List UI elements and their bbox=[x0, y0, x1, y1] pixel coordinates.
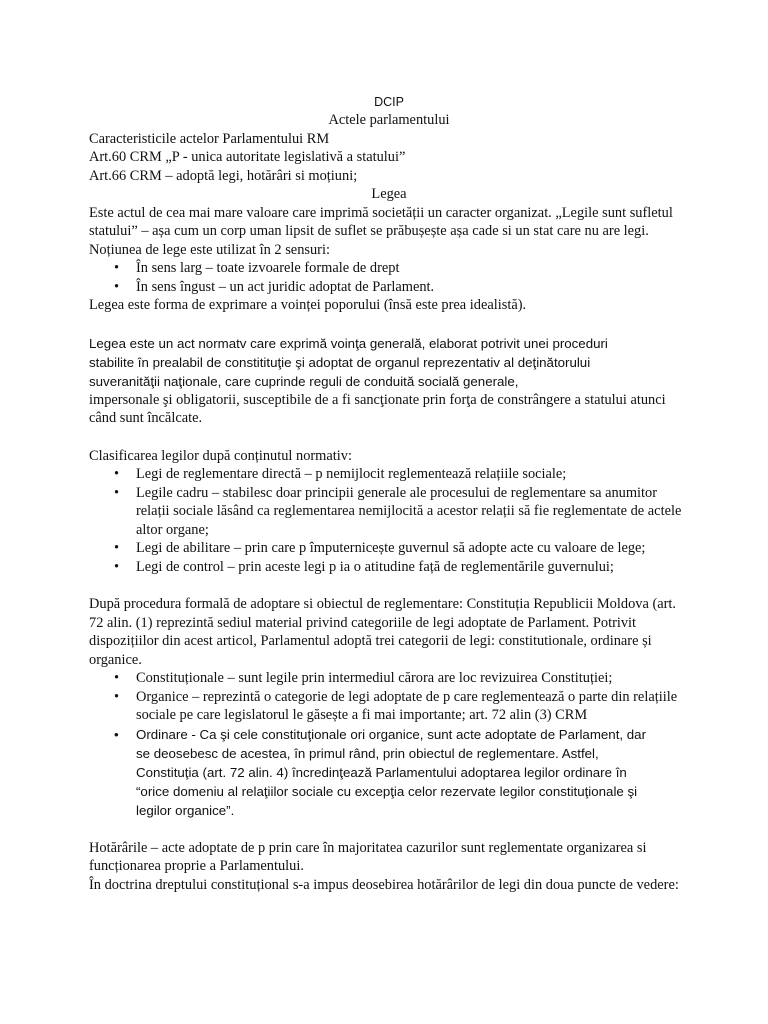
clasificare-list bbox=[89, 465, 689, 576]
list-item-line: Ordinare - Ca şi cele constituţionale ori organice, sunt acte adoptate de Parlament, dar bbox=[136, 726, 646, 742]
list-item bbox=[89, 278, 689, 297]
list-item-line: “orice domeniu al relaţiilor sociale cu excepţia celor rezervate legilor constituţionale şi bbox=[136, 783, 638, 799]
list-item bbox=[89, 688, 689, 725]
list-item-line: Constituţia (art. 72 alin. 4) încredinţează Parlamentului adoptarea legilor ordinare în bbox=[136, 764, 627, 780]
list-item-text: Legi de abilitare – prin care p împuternicește guvernul să adopte acte cu valoare de lege; bbox=[136, 540, 646, 556]
paragraph-doctrina: În doctrina dreptului constituțional s-a impus deosebirea hotărârilor de legi din doua puncte de vedere: bbox=[89, 876, 679, 893]
intro-line: Art.60 CRM „P - unica autoritate legislativă a statului” bbox=[89, 149, 406, 165]
list-item bbox=[89, 669, 689, 688]
paragraph-legea-definition: Este actul de cea mai mare valoare care imprimă societății un caracter organizat. „Legile sunt sufletul statului” – așa cum un corp uman lipsit de suflet se prăbușește așa cade si un stat care nu are legi. bbox=[89, 204, 673, 239]
spacer bbox=[89, 820, 689, 839]
document-title: Actele parlamentului bbox=[328, 112, 450, 128]
intro-line: Caracteristicile actelor Parlamentului RM bbox=[89, 130, 330, 147]
list-item-text: Legi de reglementare directă – p nemijlocit reglementează relațiile sociale; bbox=[136, 466, 567, 482]
list-item bbox=[89, 539, 689, 558]
bullet-icon: • bbox=[114, 688, 120, 705]
bullet-icon: • bbox=[114, 670, 120, 686]
spacer bbox=[89, 576, 689, 595]
paragraph-notiunea: Noțiunea de lege este utilizat în 2 sensuri: bbox=[89, 241, 330, 258]
document-body bbox=[89, 94, 689, 894]
list-item bbox=[89, 558, 689, 577]
spacer bbox=[89, 428, 689, 447]
paragraph-normativ-end: impersonale şi obligatorii, susceptibile de a fi sancţionate prin forţa de constrângere a statului atunci când sunt încălcate. bbox=[89, 391, 666, 426]
normativ-line: Legea este un act normatv care exprimă voinţa generală, elaborat potrivit unei proceduri bbox=[89, 335, 608, 351]
paragraph-procedura: După procedura formală de adoptare si obiectul de reglementare: Constituția Republicii Moldova (art. 72 alin. (1) reprezintă sediul material privind categoriile de legi adoptate de Parlament. Potrivit dispozițiilor din acest articol, Parlamentul adoptă trei categorii de legi: constitutionale, ordinare și organice. bbox=[89, 596, 677, 668]
paragraph-hotararile: Hotărârile – acte adoptate de p prin care în majoritatea cazurilor sunt reglementate organizarea si funcționarea proprie a Parlamentului. bbox=[89, 839, 647, 874]
section-heading-legea: Legea bbox=[371, 186, 407, 202]
list-item-line: legilor organice”. bbox=[136, 802, 235, 818]
list-item-text: Legi de control – prin aceste legi p ia o atitudine față de reglementările guvernului; bbox=[136, 558, 614, 575]
bullet-icon: • bbox=[114, 726, 119, 742]
list-item-text: În sens îngust – un act juridic adoptat de Parlament. bbox=[136, 278, 435, 295]
normativ-line: stabilite în prealabil de constitituţie şi adoptat de organul reprezentativ al deţinătorului bbox=[89, 354, 591, 370]
list-item-text: Constituționale – sunt legile prin intermediul cărora are loc revizuirea Constituției; bbox=[136, 670, 613, 686]
spacer bbox=[89, 315, 689, 334]
bullet-icon: • bbox=[114, 540, 120, 556]
list-item bbox=[89, 259, 689, 278]
list-item-text: Legile cadru – stabilesc doar principii generale ale procesului de reglementare sa anumitor relații sociale lăsând ca reglementarea nemijlocită a acestor relații să fie reglementate de actele altor organe; bbox=[136, 484, 682, 538]
bullet-icon: • bbox=[114, 484, 120, 501]
bullet-icon: • bbox=[114, 466, 120, 482]
list-item bbox=[89, 725, 689, 820]
bullet-icon: • bbox=[114, 278, 120, 295]
paragraph-forma: Legea este forma de exprimare a voinței poporului (însă este prea idealistă). bbox=[89, 297, 527, 313]
bullet-icon: • bbox=[114, 558, 120, 575]
document-label: DCIP bbox=[374, 95, 404, 109]
normativ-line: suveranităţii naţionale, care cuprinde reguli de conduită socială generale, bbox=[89, 373, 519, 389]
categorii-list bbox=[89, 669, 689, 820]
list-item-text: În sens larg – toate izvoarele formale de drept bbox=[136, 260, 400, 276]
sensuri-list bbox=[89, 259, 689, 296]
bullet-icon: • bbox=[114, 260, 120, 276]
list-item-line: se deosebesc de acestea, în primul rând, prin obiectul de reglementare. Astfel, bbox=[136, 745, 599, 761]
list-item bbox=[89, 465, 689, 484]
intro-line: Art.66 CRM – adoptă legi, hotărâri si moțiuni; bbox=[89, 167, 358, 184]
paragraph-clasificarea: Clasificarea legilor după conținutul normativ: bbox=[89, 447, 352, 464]
list-item bbox=[89, 484, 689, 540]
list-item-text: Organice – reprezintă o categorie de legi adoptate de p care reglementează o parte din relațiile sociale pe care legislatorul le găsește a fi mai importante; art. 72 alin (3) CRM bbox=[136, 688, 678, 723]
